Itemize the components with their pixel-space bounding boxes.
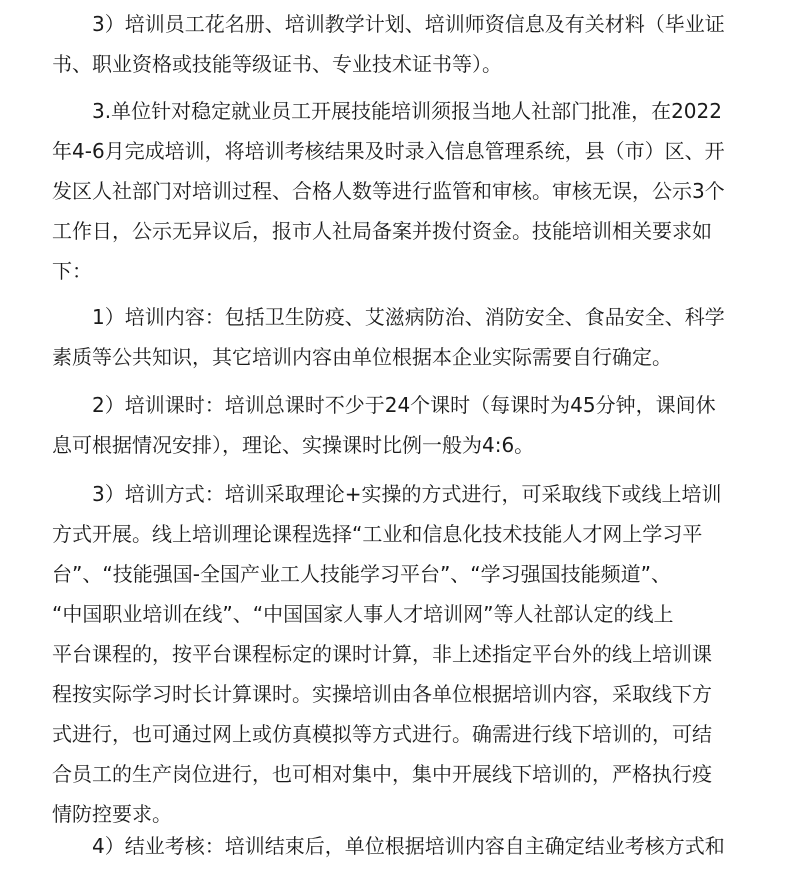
- paragraph-training-method: [52, 474, 752, 834]
- text-line: 息可根据情况安排），理论、实操课时比例一般为4:6。: [52, 433, 535, 457]
- text-line: 3）培训员工花名册、培训教学计划、培训师资信息及有关材料（毕业证: [92, 12, 725, 36]
- text-line: 工作日，公示无异议后，报市人社局备案并拨付资金。技能培训相关要求如: [52, 219, 712, 243]
- text-line: 1）培训内容：包括卫生防疫、艾滋病防治、消防安全、食品安全、科学: [92, 305, 725, 329]
- text-line: 平台课程的，按平台课程标定的课时计算，非上述指定平台外的线上培训课: [52, 642, 712, 666]
- text-line: 程按实际学习时长计算课时。实操培训由各单位根据培训内容，采取线下方: [52, 682, 712, 706]
- text-line: 素质等公共知识，其它培训内容由单位根据本企业实际需要自行确定。: [52, 345, 672, 369]
- text-line: 年4-6月完成培训，将培训考核结果及时录入信息管理系统，县（市）区、开: [52, 139, 725, 163]
- text-line: 式进行，也可通过网上或仿真模拟等方式进行。确需进行线下培训的，可结: [52, 722, 712, 746]
- paragraph-final-assessment: [52, 826, 752, 866]
- paragraph-training-materials: [52, 4, 752, 84]
- paragraph-training-hours: [52, 385, 752, 465]
- text-line: 3）培训方式：培训采取理论+实操的方式进行，可采取线下或线上培训: [92, 482, 722, 506]
- text-line: 情防控要求。: [52, 802, 172, 826]
- text-line: 台”、“技能强国-全国产业工人技能学习平台”、“学习强国技能频道”、: [52, 562, 672, 586]
- text-line: 合员工的生产岗位进行，也可相对集中，集中开展线下培训的，严格执行疫: [52, 762, 712, 786]
- paragraph-approval-process: [52, 91, 752, 291]
- text-line: 4）结业考核：培训结束后，单位根据培训内容自主确定结业考核方式和: [92, 834, 725, 858]
- text-line: 下：: [52, 259, 92, 283]
- text-line: “中国职业培训在线”、“中国国家人事人才培训网”等人社部认定的线上: [52, 602, 674, 626]
- text-line: 2）培训课时：培训总课时不少于24个课时（每课时为45分钟，课间休: [92, 393, 716, 417]
- text-line: 3.单位针对稳定就业员工开展技能培训须报当地人社部门批准，在2022: [92, 99, 722, 123]
- text-line: 方式开展。线上培训理论课程选择“工业和信息化技术技能人才网上学习平: [52, 522, 703, 546]
- text-line: 发区人社部门对培训过程、合格人数等进行监管和审核。审核无误，公示3个: [52, 179, 725, 203]
- text-line: 书、职业资格或技能等级证书、专业技术证书等）。: [52, 52, 502, 76]
- paragraph-training-content: [52, 297, 752, 377]
